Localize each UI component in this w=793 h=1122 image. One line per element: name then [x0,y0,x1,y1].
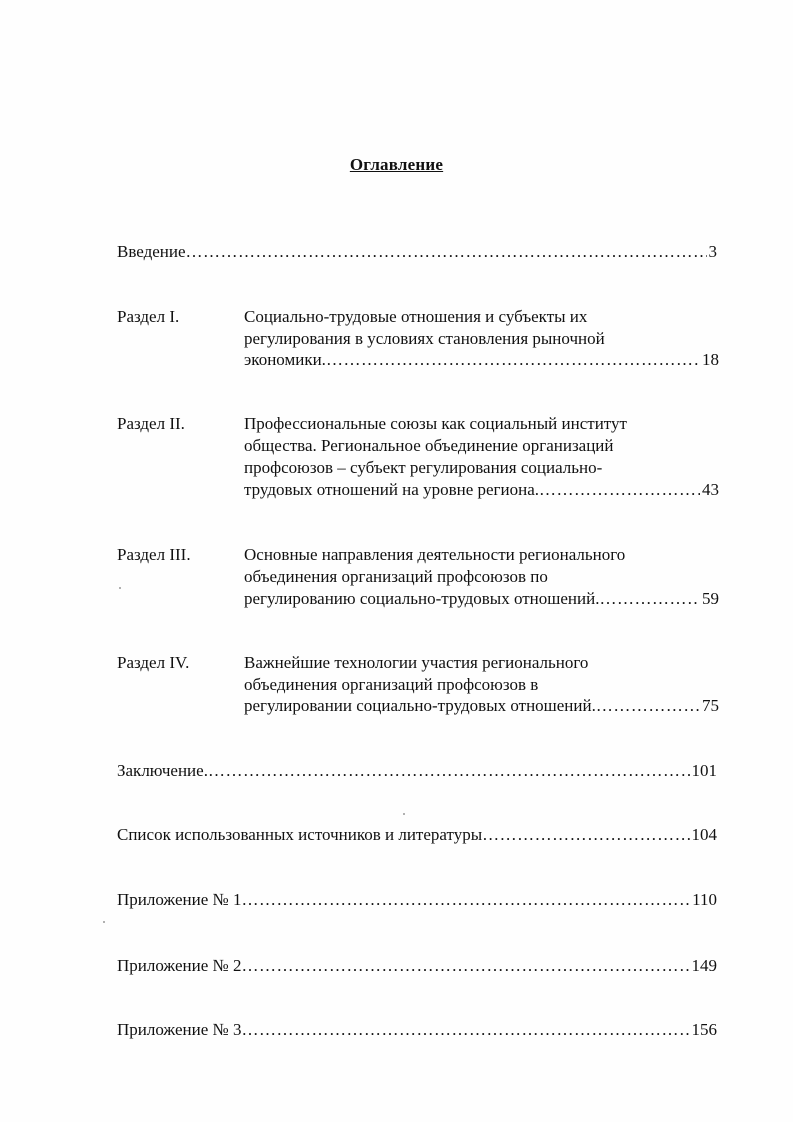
toc-entry-references [117,824,717,846]
toc-leader [208,760,690,782]
toc-section-text-line: трудовых отношений на уровне региона. [244,480,539,499]
toc-section-text-line: объединения организаций профсоюзов в [244,675,539,694]
toc-section-text-line: регулирования в условиях становления рыночной [244,329,605,348]
toc-page-number: 149 [691,956,717,975]
toc-label: Введение [117,242,186,261]
toc-section-text-line: Профессиональные союзы как социальный институт [244,414,627,433]
toc-section-text-line: объединения организаций профсоюзов по [244,567,548,586]
toc-leader [241,955,689,977]
toc-section-text-line: регулировании социально-трудовых отношений. [244,696,596,715]
toc-page-number: 43 [702,480,719,499]
scan-speck [403,813,405,815]
page-title: Оглавление [349,155,444,174]
toc-section-label: Раздел III. [117,545,191,564]
toc-entry-appendix1 [117,889,717,911]
toc-section-label: Раздел I. [117,307,180,326]
toc-leader [241,889,690,911]
toc-section-label: Раздел IV. [117,653,190,672]
toc-section-text-line: регулированию социально-трудовых отношений. [244,589,600,608]
toc-leader [241,1019,689,1041]
toc-entry-section2-last [244,479,719,501]
toc-leader [539,479,700,501]
toc-section-text-line: Основные направления деятельности регионального [244,545,626,564]
toc-page-number: 75 [702,696,719,715]
toc-leader [326,349,700,371]
toc-section-text-line: экономики. [244,350,326,369]
toc-leader [596,695,700,717]
toc-page-number: 18 [702,350,719,369]
toc-leader [186,241,707,263]
toc-label: Заключение. [117,761,208,780]
toc-entry-section4-last [244,695,719,717]
toc-page-number: 110 [692,890,717,909]
toc-entry-appendix3 [117,1019,717,1041]
toc-page-number: 104 [691,825,717,844]
toc-section-text-line: общества. Региональное объединение организаций [244,436,614,455]
toc-leader [482,824,689,846]
toc-label: Приложение № 3 [117,1020,242,1039]
toc-label: Приложение № 2 [117,956,242,975]
toc-entry-appendix2 [117,955,717,977]
toc-page-number: 101 [691,761,717,780]
toc-section-text-line: Социально-трудовые отношения и субъекты их [244,307,588,326]
scan-speck [119,587,121,589]
toc-label: Приложение № 1 [117,890,242,909]
toc-entry-conclusion [117,760,717,782]
toc-entry-section3-last [244,588,719,610]
toc-leader [599,588,700,610]
toc-page-number: 3 [708,242,717,261]
toc-entry-intro [117,241,717,263]
toc-label: Список использованных источников и литературы [117,825,483,844]
toc-section-text-line: профсоюзов – субъект регулирования социально- [244,458,603,477]
toc-section-label: Раздел II. [117,414,185,433]
toc-page-number: 59 [702,589,719,608]
scan-speck [103,921,105,923]
toc-page-number: 156 [691,1020,717,1039]
toc-section-text-line: Важнейшие технологии участия регионального [244,653,589,672]
toc-entry-section1-last [244,349,719,371]
